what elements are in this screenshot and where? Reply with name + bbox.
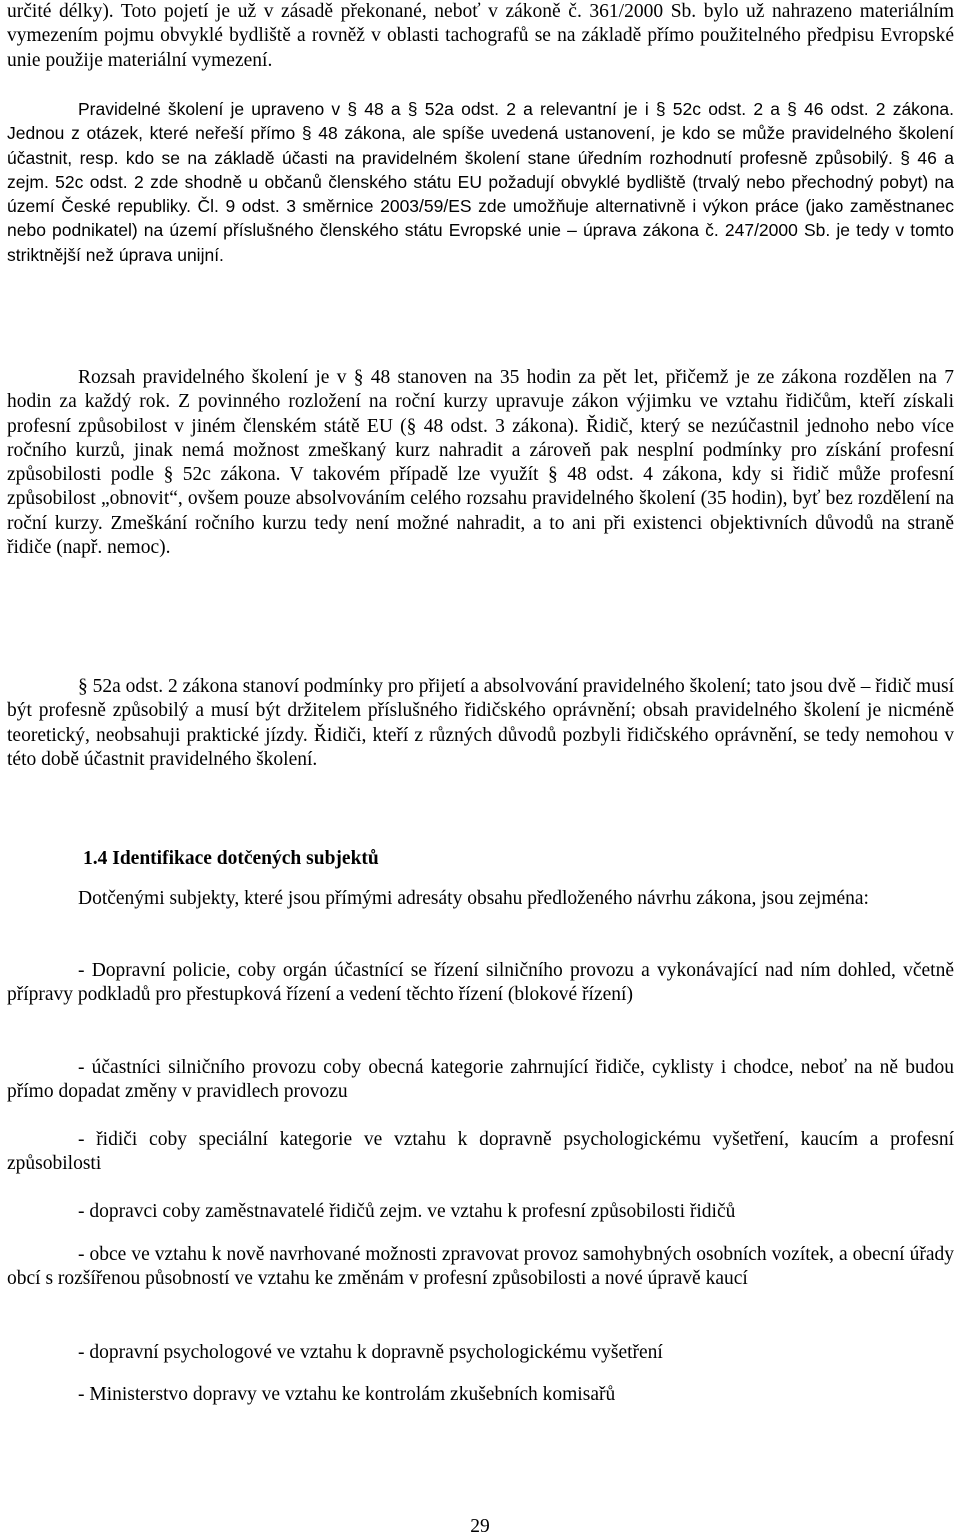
list-item-4: - dopravci coby zaměstnavatelé řidičů zejm. ve vztahu k profesní způsobilosti řidičů: [78, 1201, 736, 1222]
paragraph-4: § 52a odst. 2 zákona stanoví podmínky pro přijetí a absolvování pravidelného školení; tato jsou dvě – řidič musí být profesně způsobilý a musí být držitelem příslušného řidičského oprávnění; obsah pravidelného školení je nicméně teoretický, neobsahuji praktické jízdy. Řidiči, kteří z různých důvodů pozbyli řidičského oprávnění, se tedy nemohou v této době účastnit pravidelného školení.: [7, 676, 954, 770]
list-item-2: - účastníci silničního provozu coby obecná kategorie zahrnující řidiče, cyklisty i chodce, neboť na ně budou přímo dopadat změny v pravidlech provozu: [7, 1057, 954, 1103]
list-item-1: - Dopravní policie, coby orgán účastnící se řízení silničního provozu a vykonávající nad ním dohled, včetně přípravy podkladů pro přestupková řízení a vedení těchto řízení (blokové řízení): [7, 960, 954, 1006]
list-item-6: - dopravní psychologové ve vztahu k dopravně psychologickému vyšetření: [78, 1342, 663, 1363]
list-item-7: - Ministerstvo dopravy ve vztahu ke kontrolám zkušebních komisařů: [78, 1384, 616, 1405]
paragraph-1: určité délky). Toto pojetí je už v zásadě překonané, neboť v zákoně č. 361/2000 Sb. bylo už nahrazeno materiálním vymezením pojmu obvyklé bydliště a rovněž v oblasti tachografů se na základě přímo použitelného předpisu Evropské unie použije materiální vymezení.: [7, 1, 954, 71]
paragraph-2: Pravidelné školení je upraveno v § 48 a § 52a odst. 2 a relevantní je i § 52c odst. 2 a § 46 odst. 2 zákona. Jednou z otázek, které neřeší přímo § 48 zákona, ale spíše uvedená ustanovení, je kdo se může pravidelného školení účastnit, resp. kdo se na základě účasti na pravidelném školení stane úředním rozhodnutí profesně způsobilý. § 46 a zejm. 52c odst. 2 zde shodně u občanů členského státu EU požadují obvyklé bydliště (trvalý nebo přechodný pobyt) na území České republiky. Čl. 9 odst. 3 směrnice 2003/59/ES zde umožňuje alternativně i výkon práce (jako zaměstnanec nebo podnikatel) na území příslušného členského státu Evropské unie – úprava zákona č. 247/2000 Sb. je tedy v tomto striktnější než úprava unijní.: [7, 99, 954, 265]
intro-paragraph: Dotčenými subjekty, které jsou přímými adresáty obsahu předloženého návrhu zákona, jsou zejména:: [78, 888, 869, 909]
page-number: 29: [470, 1516, 490, 1537]
section-heading: 1.4 Identifikace dotčených subjektů: [83, 848, 379, 869]
list-item-5: - obce ve vztahu k nově navrhované možnosti zpravovat provoz samohybných osobních vozítek, a obecní úřady obcí s rozšířenou působností ve vztahu ke změnám v profesní způsobilosti a nové úpravě kaucí: [7, 1244, 954, 1290]
paragraph-3: Rozsah pravidelného školení je v § 48 stanoven na 35 hodin za pět let, přičemž je ze zákona rozdělen na 7 hodin za každý rok. Z povinného rozložení na roční kurzy upravuje zákon výjimku ve vztahu řidičům, kteří získali profesní způsobilost v jiném členském státě EU (§ 48 odst. 3 zákona). Řidič, který se nezúčastnil jednoho nebo více ročního kurzů, jinak nemá možnost zmeškaný kurz nahradit a zároveň pak nesplní podmínky pro získání profesní způsobilosti podle § 52c zákona. V takovém případě lze využít § 48 odst. 4 zákona, kdy si řidič může profesní způsobilost „obnovit“, ovšem pouze absolvováním celého rozsahu pravidelného školení (35 hodin), byť bez rozdělení na roční kurzy. Zmeškání ročního kurzu tedy není možné nahradit, a to ani při existenci objektivních důvodů na straně řidiče (např. nemoc).: [7, 367, 954, 559]
list-item-3: - řidiči coby speciální kategorie ve vztahu k dopravně psychologickému vyšetření, kaucím a profesní způsobilosti: [7, 1129, 954, 1175]
